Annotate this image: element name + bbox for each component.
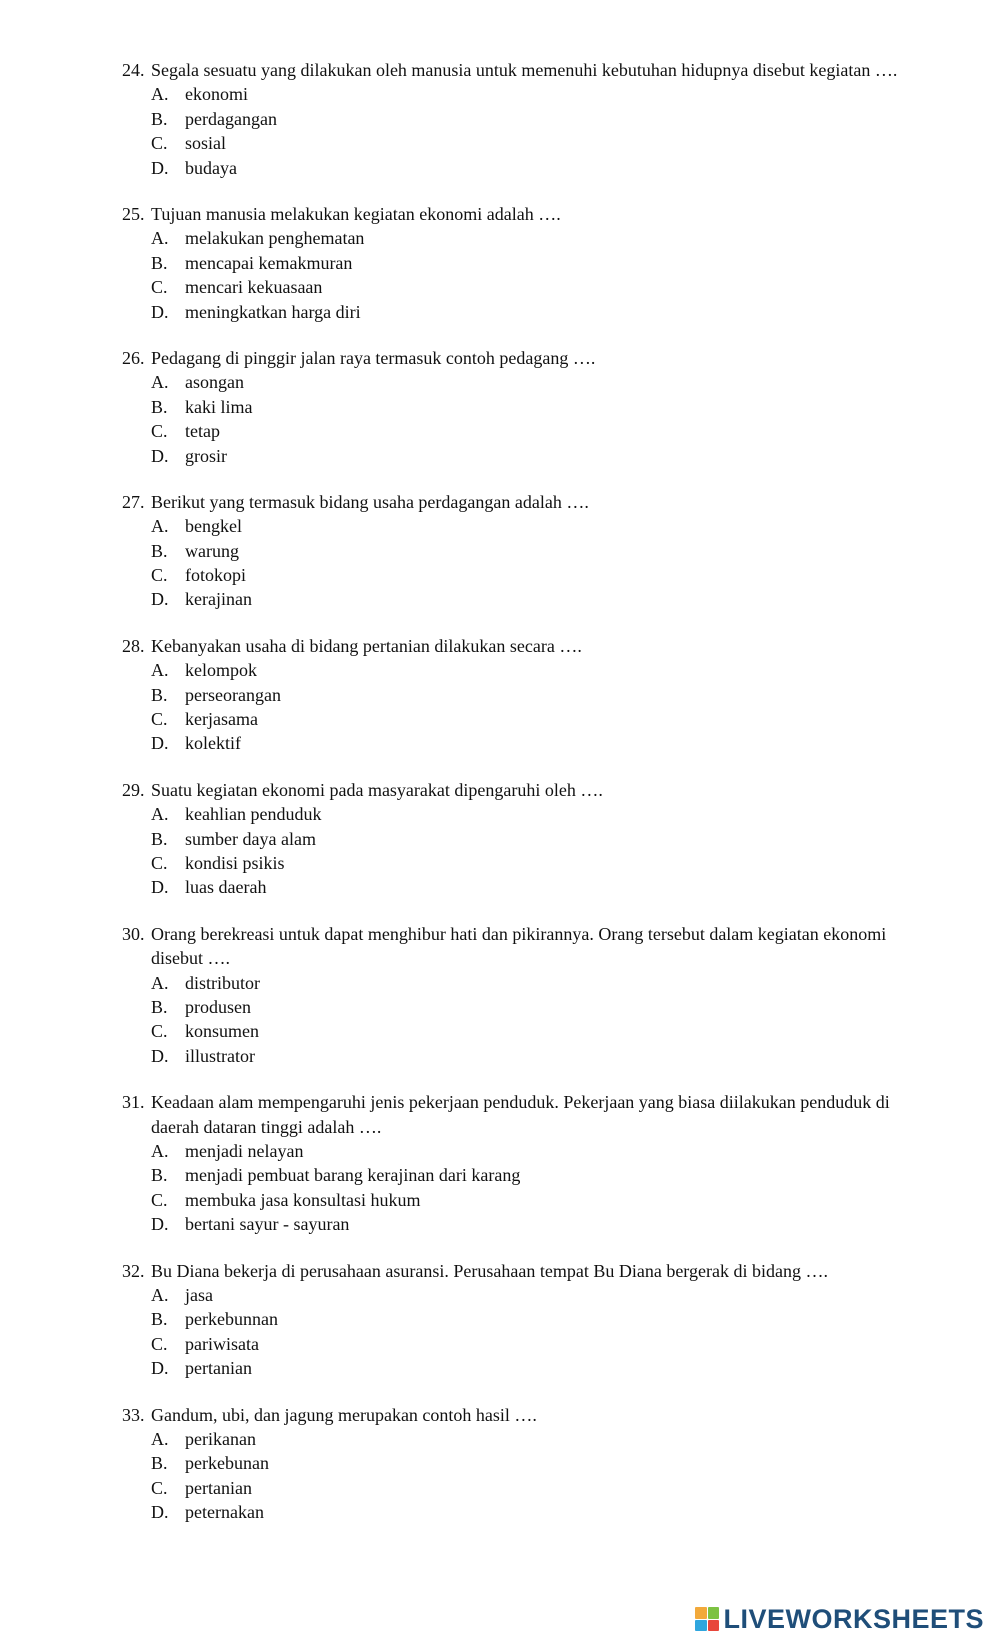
worksheet-page xyxy=(0,58,1000,1547)
option-text: warung xyxy=(185,540,239,561)
option-text: perdagangan xyxy=(185,108,277,129)
option-letter: D. xyxy=(151,157,169,178)
answer-option xyxy=(151,587,901,611)
question-item xyxy=(0,634,901,756)
answer-options xyxy=(151,82,901,180)
option-letter: D. xyxy=(151,877,169,898)
question-number: 25. xyxy=(122,203,145,224)
question-number: 24. xyxy=(122,60,145,80)
option-letter: D. xyxy=(151,1045,169,1066)
answer-option xyxy=(151,444,901,468)
question-item xyxy=(0,922,901,1068)
question-number: 30. xyxy=(122,923,145,944)
option-letter: B. xyxy=(151,540,168,561)
answer-option xyxy=(151,1212,901,1236)
answer-option xyxy=(151,156,901,180)
option-text: produsen xyxy=(185,997,251,1018)
option-letter: C. xyxy=(151,277,168,298)
option-text: mencari kekuasaan xyxy=(185,277,323,298)
question-item xyxy=(0,346,901,468)
option-text: perseorangan xyxy=(185,684,281,705)
option-letter: A. xyxy=(151,372,169,393)
option-letter: B. xyxy=(151,684,168,705)
liveworksheets-logo xyxy=(695,1603,984,1635)
question-text: Pedagang di pinggir jalan raya termasuk contoh pedagang …. xyxy=(151,347,596,368)
answer-option xyxy=(151,1188,901,1212)
answer-option xyxy=(151,827,901,851)
answer-options xyxy=(151,802,901,900)
option-letter: A. xyxy=(151,660,169,681)
option-text: distributor xyxy=(185,972,260,993)
answer-option xyxy=(151,1283,901,1307)
option-letter: B. xyxy=(151,1309,168,1330)
question-number: 26. xyxy=(122,347,145,368)
option-text: grosir xyxy=(185,445,227,466)
question-text: Suatu kegiatan ekonomi pada masyarakat dipengaruhi oleh …. xyxy=(151,779,603,800)
option-letter: D. xyxy=(151,1358,169,1379)
option-text: pertanian xyxy=(185,1477,252,1498)
option-letter: C. xyxy=(151,133,168,154)
question-text: Bu Diana bekerja di perusahaan asuransi. Perusahaan tempat Bu Diana bergerak di bidang …. xyxy=(151,1260,828,1281)
option-letter: C. xyxy=(151,1021,168,1042)
question-item xyxy=(0,1403,901,1525)
logo-square-3 xyxy=(695,1620,707,1632)
question-text: Kebanyakan usaha di bidang pertanian dilakukan secara …. xyxy=(151,635,582,656)
question-item xyxy=(0,490,901,612)
option-letter: B. xyxy=(151,1453,168,1474)
answer-option xyxy=(151,1139,901,1163)
answer-option xyxy=(151,370,901,394)
answer-option xyxy=(151,1332,901,1356)
question-item xyxy=(0,202,901,324)
option-text: pariwisata xyxy=(185,1333,259,1354)
option-text: pertanian xyxy=(185,1358,252,1379)
option-text: kondisi psikis xyxy=(185,853,285,874)
option-letter: D. xyxy=(151,733,169,754)
question-number: 27. xyxy=(122,491,145,512)
logo-square-2 xyxy=(708,1607,720,1619)
question-number: 31. xyxy=(122,1092,145,1113)
answer-option xyxy=(151,1307,901,1331)
option-text: kaki lima xyxy=(185,396,253,417)
option-letter: D. xyxy=(151,301,169,322)
option-letter: D. xyxy=(151,1502,169,1523)
answer-option xyxy=(151,131,901,155)
option-letter: D. xyxy=(151,589,169,610)
option-text: budaya xyxy=(185,157,237,178)
option-text: jasa xyxy=(185,1284,213,1305)
question-number: 33. xyxy=(122,1404,145,1425)
answer-option xyxy=(151,275,901,299)
answer-option xyxy=(151,514,901,538)
option-letter: A. xyxy=(151,516,169,537)
option-text: membuka jasa konsultasi hukum xyxy=(185,1189,421,1210)
option-text: melakukan penghematan xyxy=(185,228,365,249)
option-letter: B. xyxy=(151,108,168,129)
option-letter: B. xyxy=(151,828,168,849)
answer-option xyxy=(151,851,901,875)
answer-option xyxy=(151,995,901,1019)
option-letter: D. xyxy=(151,1214,169,1235)
answer-option xyxy=(151,875,901,899)
answer-option xyxy=(151,971,901,995)
answer-option xyxy=(151,300,901,324)
option-letter: A. xyxy=(151,1141,169,1161)
question-number: 29. xyxy=(122,779,145,800)
option-text: luas daerah xyxy=(185,877,267,898)
question-item xyxy=(0,1090,901,1236)
question-text: Berikut yang termasuk bidang usaha perdagangan adalah …. xyxy=(151,491,589,512)
question-text: Gandum, ubi, dan jagung merupakan contoh hasil …. xyxy=(151,1404,537,1425)
question-list xyxy=(0,58,1000,1525)
answer-option xyxy=(151,1044,901,1068)
answer-option xyxy=(151,419,901,443)
option-text: meningkatkan harga diri xyxy=(185,301,361,322)
question-text: Tujuan manusia melakukan kegiatan ekonomi adalah …. xyxy=(151,203,561,224)
answer-options xyxy=(151,971,901,1069)
answer-options xyxy=(151,514,901,612)
question-item xyxy=(0,58,901,180)
option-text: perkebunnan xyxy=(185,1309,278,1330)
option-letter: C. xyxy=(151,421,168,442)
option-letter: B. xyxy=(151,997,168,1018)
option-letter: C. xyxy=(151,1189,168,1210)
question-number: 28. xyxy=(122,635,145,656)
answer-option xyxy=(151,802,901,826)
option-letter: A. xyxy=(151,804,169,825)
answer-option xyxy=(151,1476,901,1500)
answer-option xyxy=(151,683,901,707)
option-text: illustrator xyxy=(185,1045,255,1066)
question-text: Keadaan alam mempengaruhi jenis pekerjaan penduduk. Pekerjaan yang biasa diilakukan penduduk di daerah dataran tinggi adalah …. xyxy=(151,1092,890,1137)
option-letter: C. xyxy=(151,709,168,730)
answer-option xyxy=(151,82,901,106)
answer-option xyxy=(151,226,901,250)
answer-option xyxy=(151,395,901,419)
option-letter: C. xyxy=(151,1477,168,1498)
question-item xyxy=(0,778,901,900)
option-text: mencapai kemakmuran xyxy=(185,252,353,273)
option-letter: C. xyxy=(151,1333,168,1354)
answer-option xyxy=(151,731,901,755)
option-letter: C. xyxy=(151,565,168,586)
option-text: perikanan xyxy=(185,1428,256,1449)
option-letter: A. xyxy=(151,228,169,249)
option-text: kerajinan xyxy=(185,589,252,610)
answer-option xyxy=(151,563,901,587)
answer-option xyxy=(151,539,901,563)
logo-square-4 xyxy=(708,1620,720,1632)
option-text: fotokopi xyxy=(185,565,246,586)
option-letter: B. xyxy=(151,252,168,273)
option-letter: B. xyxy=(151,396,168,417)
answer-option xyxy=(151,1019,901,1043)
option-text: asongan xyxy=(185,372,244,393)
option-text: kelompok xyxy=(185,660,257,681)
answer-options xyxy=(151,226,901,324)
answer-options xyxy=(151,1139,901,1237)
option-text: kolektif xyxy=(185,733,241,754)
option-letter: C. xyxy=(151,853,168,874)
option-letter: B. xyxy=(151,1165,168,1186)
option-text: sumber daya alam xyxy=(185,828,316,849)
option-text: bengkel xyxy=(185,516,242,537)
option-text: konsumen xyxy=(185,1021,259,1042)
option-letter: A. xyxy=(151,1284,169,1305)
answer-option xyxy=(151,107,901,131)
logo-text: LIVEWORKSHEETS xyxy=(723,1603,984,1634)
logo-square-1 xyxy=(695,1607,707,1619)
answer-option xyxy=(151,1427,901,1451)
answer-option xyxy=(151,658,901,682)
answer-options xyxy=(151,370,901,468)
answer-option xyxy=(151,1500,901,1524)
answer-options xyxy=(151,1427,901,1525)
question-number: 32. xyxy=(122,1260,145,1281)
question-item xyxy=(0,1259,901,1381)
question-text: Segala sesuatu yang dilakukan oleh manusia untuk memenuhi kebutuhan hidupnya disebut kegiatan …. xyxy=(151,60,898,80)
option-text: tetap xyxy=(185,421,220,442)
option-text: ekonomi xyxy=(185,84,248,105)
option-letter: A. xyxy=(151,972,169,993)
option-text: peternakan xyxy=(185,1502,264,1523)
answer-options xyxy=(151,658,901,756)
answer-option xyxy=(151,1163,901,1187)
option-text: sosial xyxy=(185,133,227,154)
option-text: kerjasama xyxy=(185,709,258,730)
question-text: Orang berekreasi untuk dapat menghibur hati dan pikirannya. Orang tersebut dalam kegiatan ekonomi disebut …. xyxy=(151,923,887,969)
logo-grid-icon xyxy=(695,1607,719,1631)
option-letter: A. xyxy=(151,1428,169,1449)
answer-option xyxy=(151,707,901,731)
option-text: menjadi nelayan xyxy=(185,1141,304,1161)
option-text: menjadi pembuat barang kerajinan dari karang xyxy=(185,1165,521,1186)
option-letter: D. xyxy=(151,445,169,466)
option-text: perkebunan xyxy=(185,1453,269,1474)
answer-options xyxy=(151,1283,901,1381)
option-letter: A. xyxy=(151,84,169,105)
answer-option xyxy=(151,1451,901,1475)
option-text: bertani sayur - sayuran xyxy=(185,1214,350,1235)
option-text: keahlian penduduk xyxy=(185,804,322,825)
answer-option xyxy=(151,251,901,275)
answer-option xyxy=(151,1356,901,1380)
